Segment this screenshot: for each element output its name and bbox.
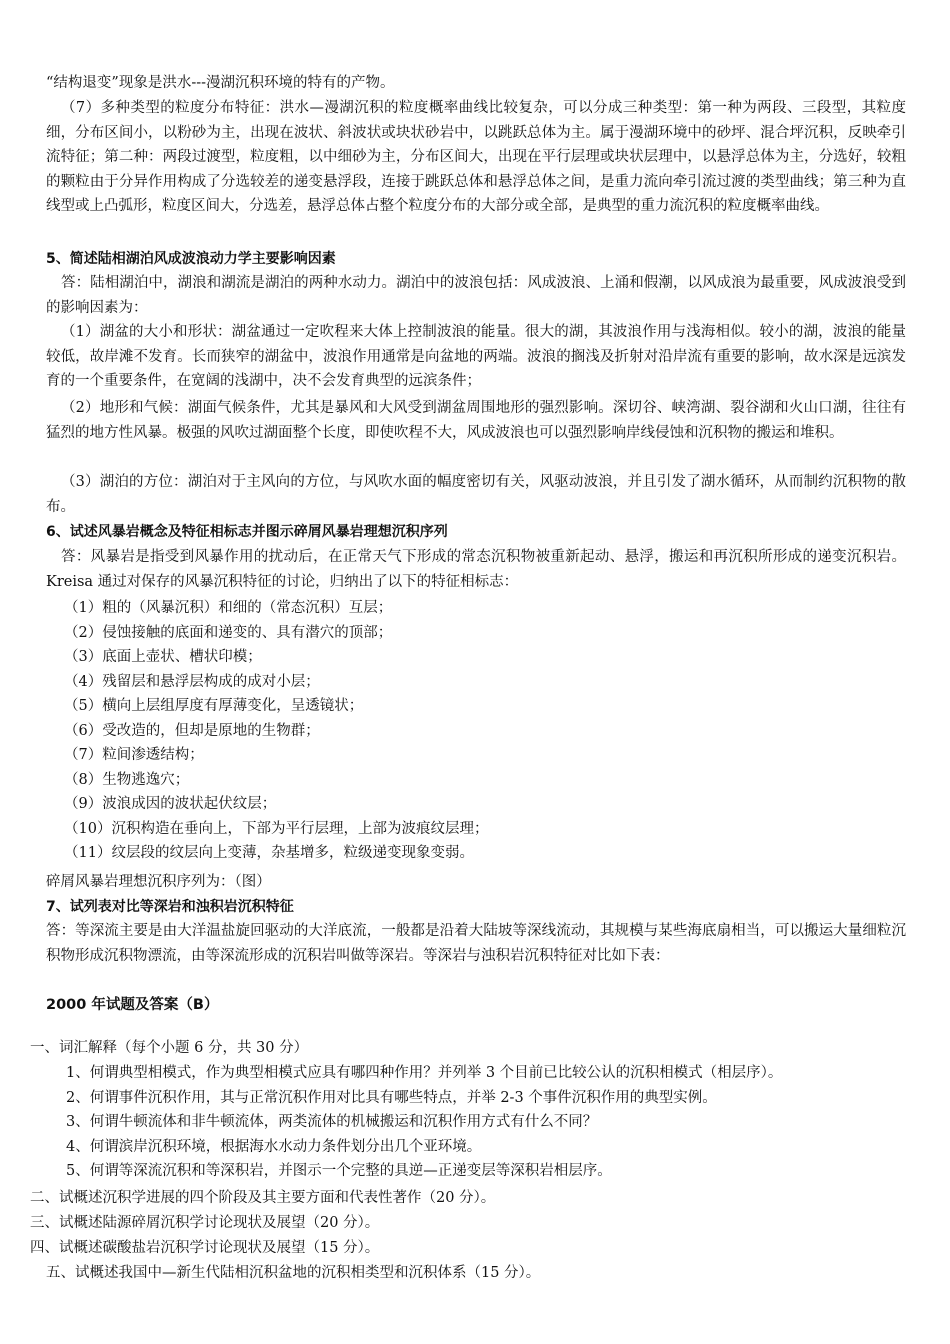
question-7-title [46,895,906,920]
section-2 [30,1186,910,1211]
question-6-answer-text: 答：风暴岩是指受到风暴作用的扰动后，在正常天气下形成的常态沉积物被重新起动、悬浮，搬运和再沉积所形成的递变沉积岩。Kreisa 通过对保存的风暴沉积特征的讨论，归纳出了以下的特征相标志： [46,549,906,590]
storm-sequence-line [46,870,906,895]
list-item: （9）波浪成因的波状起伏纹层； [64,796,277,812]
question-5-title-text: 5、简述陆相湖泊风成波浪动力学主要影响因素 [46,251,336,267]
list-item: 3、何谓牛顿流体和非牛顿流体，两类流体的机械搬运和沉积作用方式有什么不同？ [66,1114,598,1130]
question-5-answer-text: 答：陆相湖泊中，湖浪和湖流是湖泊的两种水动力。湖泊中的波浪包括：风成波浪、上涌和假潮，以风成浪为最重要，风成波浪受到的影响因素为： [46,275,906,316]
exam-title-text: 2000 年试题及答案（B） [46,997,219,1013]
storm-features-list [46,596,906,866]
list-item: （2）侵蚀接触的底面和递变的、具有潜穴的顶部； [64,624,393,641]
intro-text: “结构退变”现象是洪水---漫湖沉积环境的特有的产物。 [46,75,395,91]
list-item: （10）沉积构造在垂向上，下部为平行层理，上部为波痕纹层理； [64,820,489,837]
section-4 [30,1236,910,1261]
list-item: （8）生物逃逸穴； [64,771,190,788]
list-item: （6）受改造的，但却是原地的生物群； [64,722,320,739]
list-item: （5）横向上层组厚度有厚薄变化，呈透镜状； [64,698,364,714]
question-6-title [46,520,906,545]
question-5-point-1-text: （1）湖盆的大小和形状：湖盆通过一定吹程来大体上控制波浪的能量。很大的湖，其波浪作用与浅海相似。较小的湖，波浪的能量较低，故岸滩不发育。长而狭窄的湖盆中，波浪作用通常是向盆地的两端。波浪的搁浅及折射对沿岸流有重要的影响，故水深是远滨发育的一个重要条件，在宽阔的浅湖中，决不会发育典型的远滨条件； [46,324,906,389]
list-item: （3）底面上壶状、槽状印模； [64,649,262,665]
section-1-heading [30,1036,910,1061]
list-item: （1）粗的（风暴沉积）和细的（常态沉积）互层； [64,600,393,616]
list-item: 4、何谓滨岸沉积环境，根据海水水动力条件划分出几个亚环境。 [66,1138,482,1155]
list-item: 1、何谓典型相模式，作为典型相模式应具有哪四种作用？并列举 3 个目前已比较公认的沉积相模式（相层序）。 [66,1065,783,1081]
question-6-title-text: 6、试述风暴岩概念及特征相标志并图示碎屑风暴岩理想沉积序列 [46,524,448,540]
section-3-text: 三、试概述陆源碎屑沉积学讨论现状及展望（20 分）。 [30,1215,380,1231]
question-5-point-2 [46,396,906,445]
section-5-text: 五、试概述我国中—新生代陆相沉积盆地的沉积相类型和沉积体系（15 分）。 [46,1265,541,1281]
section-4-text: 四、试概述碳酸盐岩沉积学讨论现状及展望（15 分）。 [30,1240,380,1256]
paragraph-grain-size-text: （7）多种类型的粒度分布特征：洪水—漫湖沉积的粒度概率曲线比较复杂，可以分成三种类型：第一种为两段、三段型，其粒度细，分布区间小，以粉砂为主，出现在波状、斜波状或块状砂岩中，以跳跃总体为主。属于漫湖环境中的砂坪、混合坪沉积，反映牵引流特征；第二种：两段过渡型，粒度粗，以中细砂为主，分布区间大，出现在平行层理或块状层理中，以悬浮总体为主，分选好，较粗的颗粒由于分异作用构成了分选较差的递变悬浮段，连接于跳跃总体和悬浮总体之间，是重力流向牵引流过渡的类型曲线；第三种为直线型或上凸弧形，粒度区间大，分选差，悬浮总体占整个粒度分布的大部分或全部，是典型的重力流沉积的粒度概率曲线。 [46,100,906,214]
section-5 [46,1261,926,1286]
section-2-text: 二、试概述沉积学进展的四个阶段及其主要方面和代表性著作（20 分）。 [30,1190,496,1206]
storm-sequence-text: 碎屑风暴岩理想沉积序列为：（图） [46,874,271,890]
question-5-answer [46,271,906,320]
question-5-point-1 [46,320,906,394]
question-7-title-text: 7、试列表对比等深岩和浊积岩沉积特征 [46,899,294,915]
exam-title [46,993,906,1018]
section-3 [30,1211,910,1236]
question-6-answer [46,545,906,594]
list-item: 5、何谓等深流沉积和等深积岩，并图示一个完整的具逆—正递变层等深积岩相层序。 [66,1163,612,1179]
question-5-point-2-text: （2）地形和气候：湖面气候条件，尤其是暴风和大风受到湖盆周围地形的强烈影响。深切谷、峡湾湖、裂谷湖和火山口湖，往往有猛烈的地方性风暴。极强的风吹过湖面整个长度，即使吹程不大，风成波浪也可以强烈影响岸线侵蚀和沉积物的搬运和堆积。 [46,400,906,441]
intro-line [46,71,906,96]
question-5-title [46,247,906,272]
list-item: 2、何谓事件沉积作用，其与正常沉积作用对比具有哪些特点，并举 2-3 个事件沉积作用的典型实例。 [66,1089,717,1106]
section-1-heading-text: 一、词汇解释（每个小题 6 分，共 30 分） [30,1040,309,1056]
list-item: （7）粒间渗透结构； [64,747,204,763]
question-7-answer [46,919,906,968]
paragraph-grain-size [46,96,906,219]
list-item: （11）纹层段的纹层向上变薄，杂基增多，粒级递变现象变弱。 [64,845,474,861]
question-5-point-3 [46,470,906,519]
question-7-answer-text: 答：等深流主要是由大洋温盐旋回驱动的大洋底流，一般都是沿着大陆坡等深线流动，其规模与某些海底扇相当，可以搬运大量细粒沉积物形成沉积物漂流，由等深流形成的沉积岩叫做等深岩。等深岩与浊积岩沉积特征对比如下表： [46,923,906,964]
question-5-point-3-text: （3）湖泊的方位：湖泊对于主风向的方位，与风吹水面的幅度密切有关，风驱动波浪，并且引发了湖水循环，从而制约沉积物的散布。 [46,474,906,515]
section-1-items [30,1061,910,1184]
list-item: （4）残留层和悬浮层构成的成对小层； [64,673,320,690]
